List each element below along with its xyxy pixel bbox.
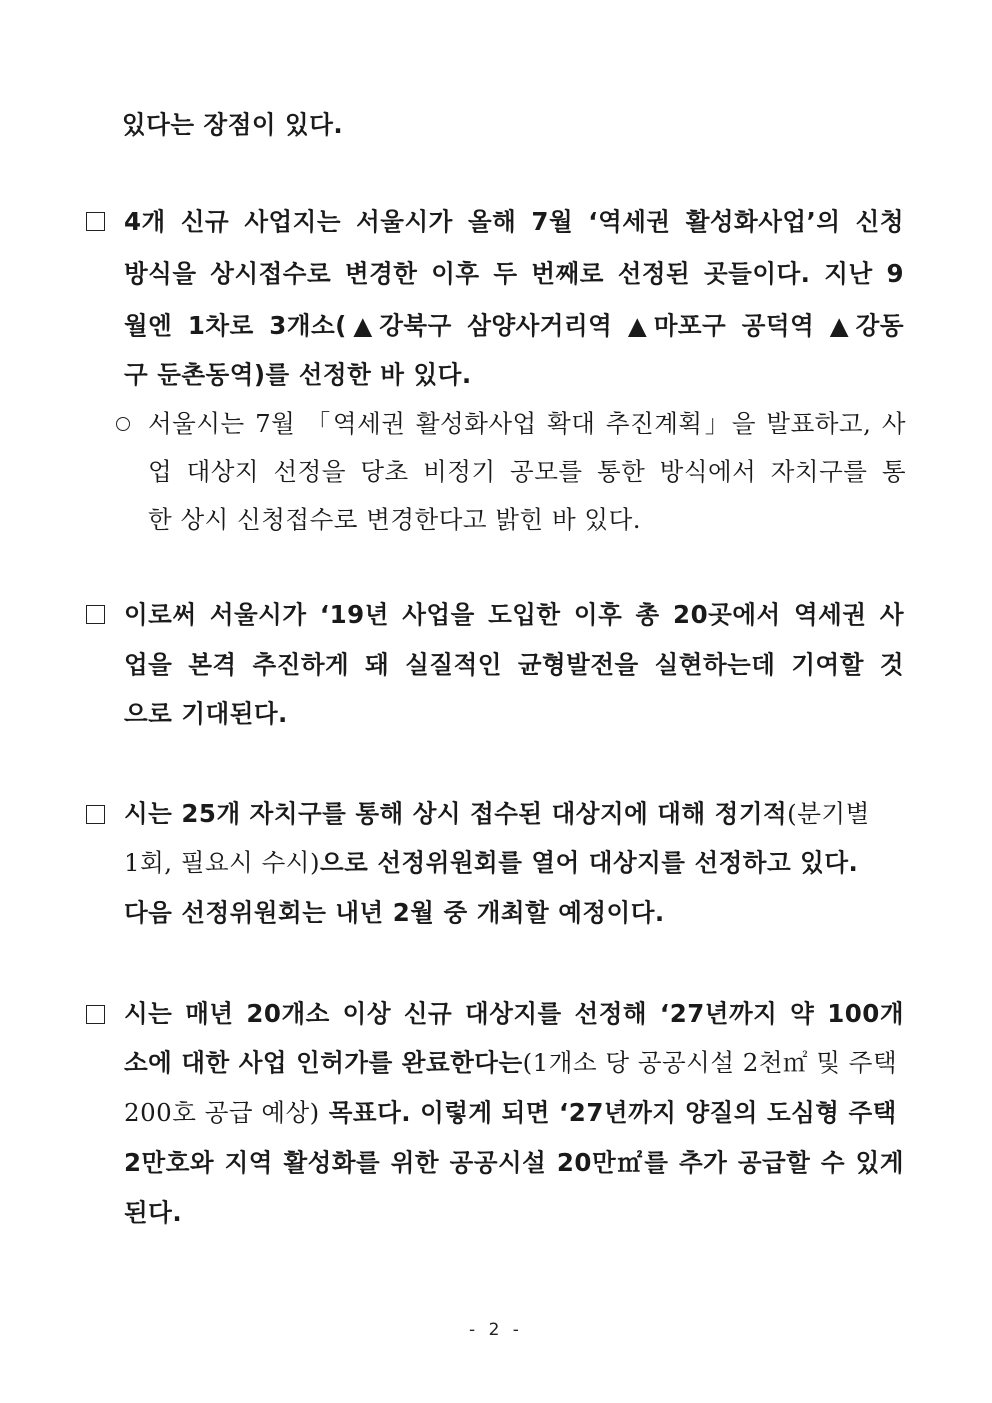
body-text-segment: 시는 25개 자치구를 통해 상시 접수된 대상지에 대해 정기적 [124,799,788,828]
body-text-line: 이로써 서울시가 ‘19년 사업을 도입한 이후 총 20곳에서 역세권 사 [124,600,904,629]
body-text-line: 구 둔촌동역)를 선정한 바 있다. [124,360,472,389]
body-text-line: 있다는 장점이 있다. [122,110,344,139]
body-text-segment: 1회, 필요시 수시) [124,848,321,877]
body-text-segment: 소에 대한 사업 인허가를 완료한다는 [124,1048,523,1077]
checkbox-bullet-icon [86,212,105,231]
body-text-line: 업 대상지 선정을 당초 비정기 공모를 통한 방식에서 자치구를 통 [148,457,906,486]
checkbox-bullet-icon [86,1005,105,1024]
body-text-line: 으로 기대된다. [124,699,288,728]
body-text-line [124,797,870,831]
body-text-line: 한 상시 신청접수로 변경한다고 밝힌 바 있다. [148,505,642,534]
checkbox-bullet-icon [86,605,105,624]
body-text-line: 다음 선정위원회는 내년 2월 중 개최할 예정이다. [124,898,665,927]
body-text-line: 시는 매년 20개소 이상 신규 대상지를 선정해 ‘27년까지 약 100개 [124,999,904,1028]
body-text-line: 2만호와 지역 활성화를 위한 공공시설 20만㎡를 추가 공급할 수 있게 [124,1148,904,1177]
body-text-line: 방식을 상시접수로 변경한 이후 두 번째로 선정된 곳들이다. 지난 9 [124,259,904,288]
body-text-line: 된다. [124,1198,183,1227]
body-text-segment: 목표다. 이렇게 되면 ‘27년까지 양질의 도심형 주택 [319,1098,897,1127]
body-text-line [124,1096,897,1130]
body-text-line: 서울시는 7월 「역세권 활성화사업 확대 추진계획」을 발표하고, 사 [148,409,906,438]
body-text-line: 업을 본격 추진하게 돼 실질적인 균형발전을 실현하는데 기여할 것 [124,650,904,679]
body-text-segment: 200호 공급 예상) [124,1098,320,1127]
page-number: - 2 - [469,1320,523,1340]
body-text-line [124,1046,897,1080]
body-text-segment: 으로 선정위원회를 열어 대상지를 선정하고 있다. [320,848,859,877]
body-text-segment: (1개소 당 공공시설 2천㎡ 및 주택 [522,1048,898,1077]
body-text-segment: (분기별 [787,799,870,828]
body-text-line: 월엔 1차로 3개소(▲강북구 삼양사거리역 ▲마포구 공덕역 ▲강동 [124,311,904,340]
circle-bullet-icon [116,417,130,431]
body-text-line: 4개 신규 사업지는 서울시가 올해 7월 ‘역세권 활성화사업’의 신청 [124,207,904,236]
checkbox-bullet-icon [86,805,105,824]
body-text-line [124,846,858,880]
